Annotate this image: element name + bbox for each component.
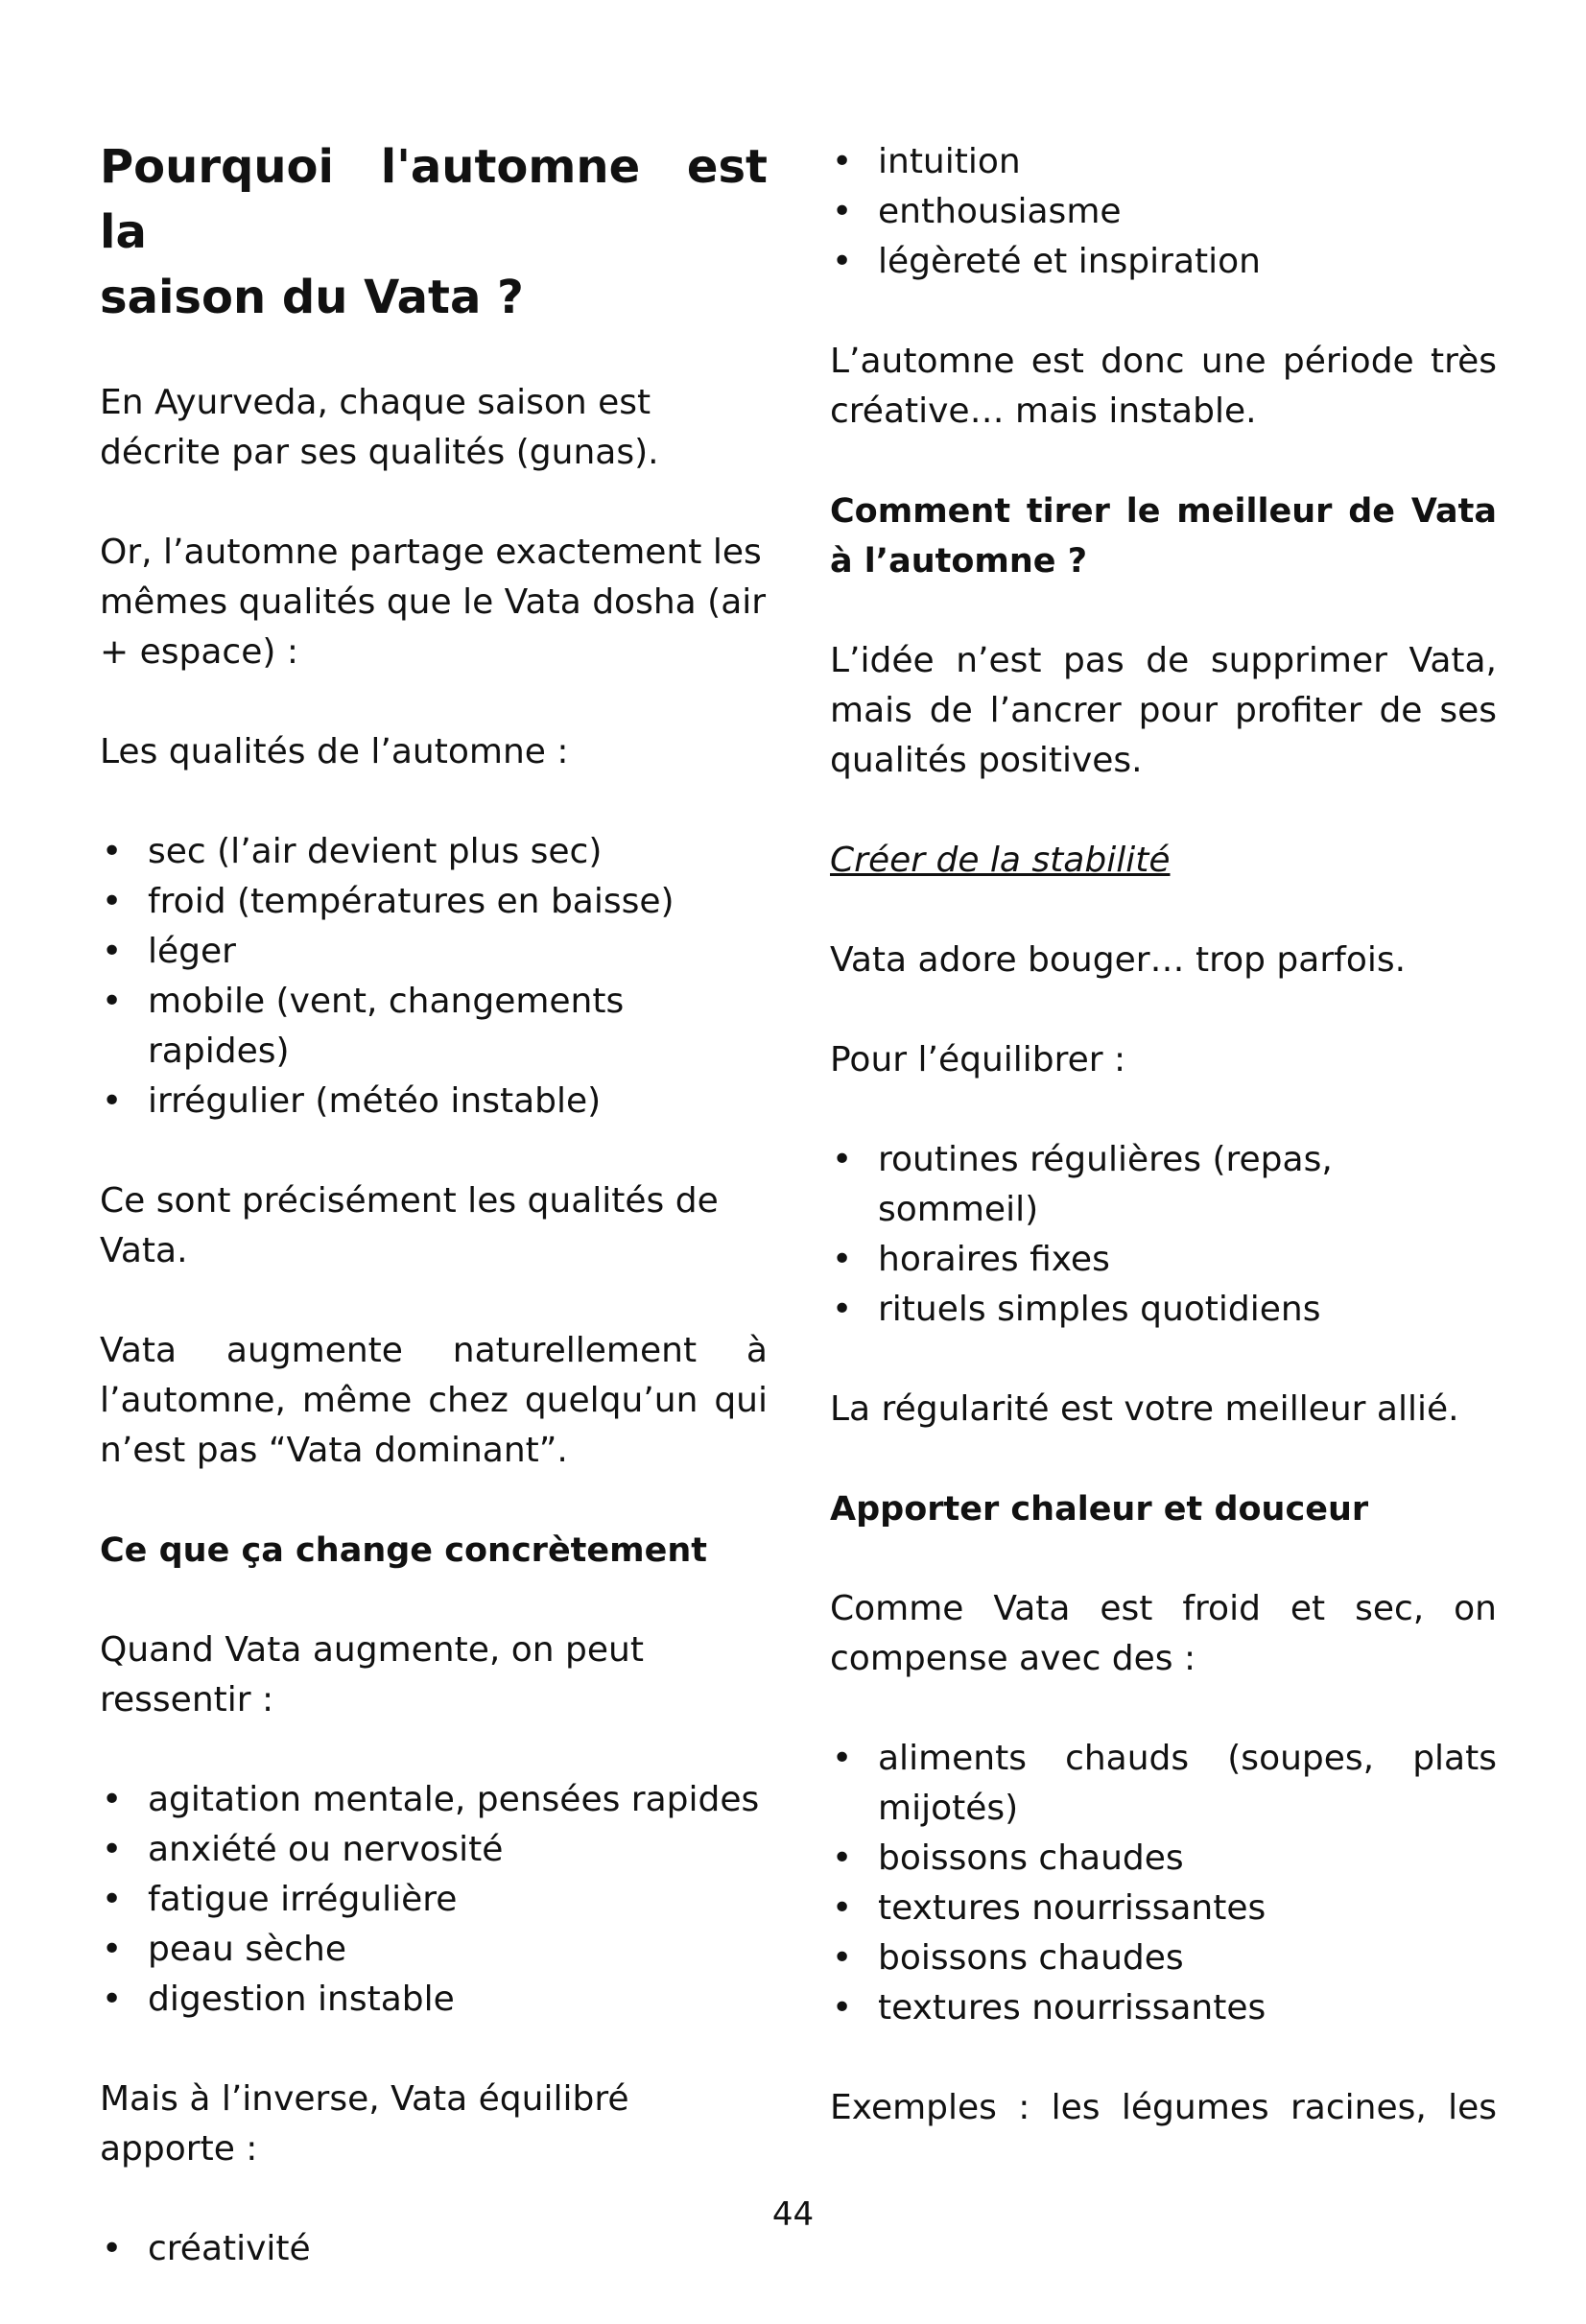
list-item: • digestion instable	[100, 1975, 768, 2025]
subheading-warmth: Apporter chaleur et douceur	[830, 1490, 1369, 1529]
paragraph-compensate: Comme Vata est froid et sec, on compense avec des :	[830, 1589, 1497, 1678]
subheading-concrete-changes: Ce que ça change concrètement	[100, 1531, 708, 1570]
paragraph-vata-increases: Vata augmente naturellement à l’automne, même chez quelqu’un qui n’est pas “Vata dominant”.	[100, 1331, 768, 1470]
list-item: • textures nourrissantes	[830, 1983, 1497, 2033]
list-item: • enthousiasme	[830, 187, 1497, 237]
routines-list	[830, 1135, 1497, 1335]
list-item: • boissons chaudes	[830, 1933, 1497, 1983]
paragraph-seasons: En Ayurveda, chaque saison est décrite par ses qualités (gunas).	[100, 383, 659, 472]
right-column	[830, 137, 1497, 2183]
subheading-stability: Créer de la stabilité	[830, 841, 1171, 880]
paragraph-regularity: La régularité est votre meilleur allié.	[830, 1389, 1459, 1429]
list-item: • routines régulières (repas, sommeil)	[830, 1135, 1497, 1235]
page-title	[100, 134, 768, 330]
list-item: • rituels simples quotidiens	[830, 1285, 1497, 1335]
paragraph-to-balance: Pour l’équilibrer :	[830, 1040, 1126, 1079]
page-number: 44	[771, 2195, 815, 2234]
list-item: • boissons chaudes	[830, 1834, 1497, 1884]
list-item: • léger	[100, 927, 768, 977]
list-item: • aliments chauds (soupes, plats mijotés)	[830, 1734, 1497, 1834]
paragraph-autumn-qualities-intro: Or, l’automne partage exactement les mêmes qualités que le Vata dosha (air + espace) :	[100, 533, 767, 672]
benefits-list-continued	[830, 137, 1497, 287]
list-item: • mobile (vent, changements rapides)	[100, 977, 768, 1077]
list-item: • créativité	[100, 2224, 768, 2274]
list-item: • fatigue irrégulière	[100, 1875, 768, 1925]
list-item: • horaires fixes	[830, 1235, 1497, 1285]
paragraph-anchor-vata: L’idée n’est pas de supprimer Vata, mais de l’ancrer pour profiter de ses qualités positives.	[830, 641, 1497, 780]
paragraph-qualities-label: Les qualités de l’automne :	[100, 732, 569, 771]
list-item: • intuition	[830, 137, 1497, 187]
paragraph-creative-period: L’automne est donc une période très créative… mais instable.	[830, 342, 1497, 431]
list-item: • peau sèche	[100, 1925, 768, 1975]
list-item: • sec (l’air devient plus sec)	[100, 827, 768, 877]
paragraph-balanced-vata: Mais à l’inverse, Vata équilibré apporte :	[100, 2079, 629, 2169]
paragraph-vata-qualities: Ce sont précisément les qualités de Vata.	[100, 1181, 719, 1270]
list-item: • agitation mentale, pensées rapides	[100, 1775, 768, 1825]
list-item: • froid (températures en baisse)	[100, 877, 768, 927]
list-item: • textures nourrissantes	[830, 1884, 1497, 1933]
title-line-1: Pourquoi l'automne est la	[100, 140, 768, 259]
paragraph-vata-moves: Vata adore bouger… trop parfois.	[830, 940, 1407, 980]
list-item: • irrégulier (météo instable)	[100, 1077, 768, 1126]
foods-list	[830, 1734, 1497, 2033]
list-item: • anxiété ou nervosité	[100, 1825, 768, 1875]
list-item: • légèreté et inspiration	[830, 237, 1497, 287]
left-column	[100, 134, 768, 2324]
subheading-best-of-vata: Comment tirer le meilleur de Vata à l’automne ?	[830, 492, 1497, 581]
qualities-list	[100, 827, 768, 1126]
title-line-2: saison du Vata ?	[100, 271, 524, 324]
paragraph-when-vata-increases: Quand Vata augmente, on peut ressentir :	[100, 1630, 644, 1719]
paragraph-examples: Exemples : les légumes racines, les	[830, 2088, 1497, 2127]
symptoms-list	[100, 1775, 768, 2025]
